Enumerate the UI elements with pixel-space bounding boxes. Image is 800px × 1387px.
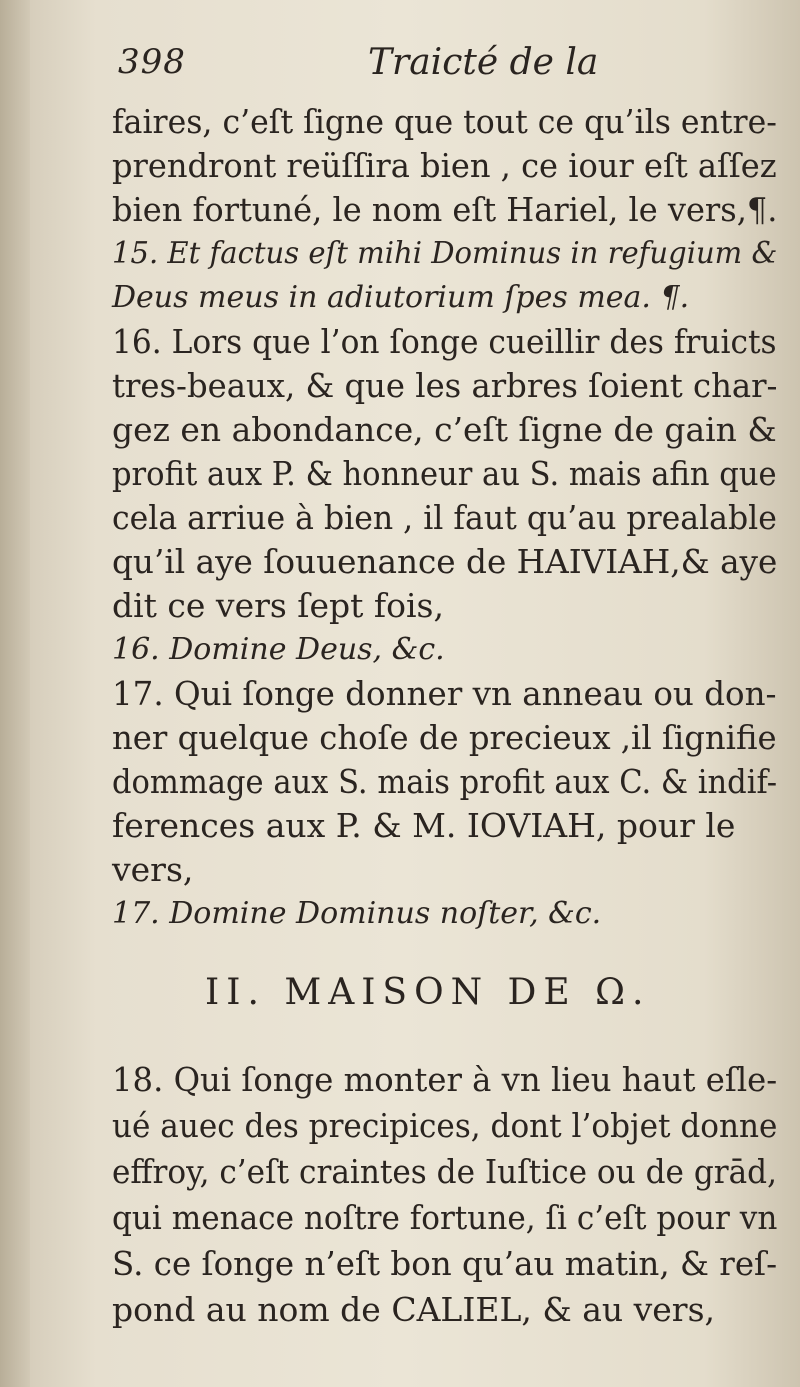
page-number: 398 [118,42,186,82]
text-line: 15. Et factus eſt mihi Dominus in refugium & [112,236,778,271]
text-line: S. ce ſonge n’eſt bon qu’au matin, & reſ- [112,1244,778,1283]
text-line: 17. Qui ſonge donner vn anneau ou don- [112,674,777,713]
text-line: profit aux P. & honneur au S. mais afin que [112,454,777,493]
text-line: qu’il aye ſouuenance de HAIVIAH,& aye [112,542,778,581]
text-line: ferences aux P. & M. IOVIAH, pour le [112,806,736,845]
text-line: cela arriue à bien , il faut qu’au prealable [112,498,777,537]
section-heading: II. MAISON DE Ω. [205,972,651,1013]
text-line: 16. Lors que l’on ſonge cueillir des fruicts [112,322,777,361]
text-line: vers, [112,850,194,889]
text-line: 17. Domine Dominus noſter, &c. [112,896,602,931]
text-line: dommage aux S. mais profit aux C. & indif- [112,762,778,801]
text-line: tres-beaux, & que les arbres ſoient char- [112,366,778,405]
text-line: pond au nom de CALIEL, & au vers, [112,1290,715,1329]
text-line: effroy, c’eſt craintes de Iuſtice ou de grād, [112,1152,777,1191]
text-line: prendront reüſſira bien , ce iour eſt aſſez [112,146,777,185]
text-line: gez en abondance, c’eſt ſigne de gain & [112,410,777,449]
text-line: dit ce vers ſept fois, [112,586,444,625]
text-line: 16. Domine Deus, &c. [112,632,445,667]
text-line: ué auec des precipices, dont l’objet donne [112,1106,778,1145]
page-gutter [0,0,30,1387]
text-line: ner quelque choſe de precieux ,il ſignifie [112,718,777,757]
text-line: qui menace noſtre fortune, ſi c’eſt pour vn [112,1198,778,1237]
text-line: faires, c’eſt ſigne que tout ce qu’ils entre- [112,102,777,141]
running-title: Traicté de la [368,42,599,83]
page-header [118,42,678,94]
text-line: Deus meus in adiutorium ſpes mea. ¶. [112,280,690,315]
text-line: 18. Qui ſonge monter à vn lieu haut eſle- [112,1060,778,1099]
text-line: bien fortuné, le nom eſt Hariel, le vers,¶. [112,190,778,229]
